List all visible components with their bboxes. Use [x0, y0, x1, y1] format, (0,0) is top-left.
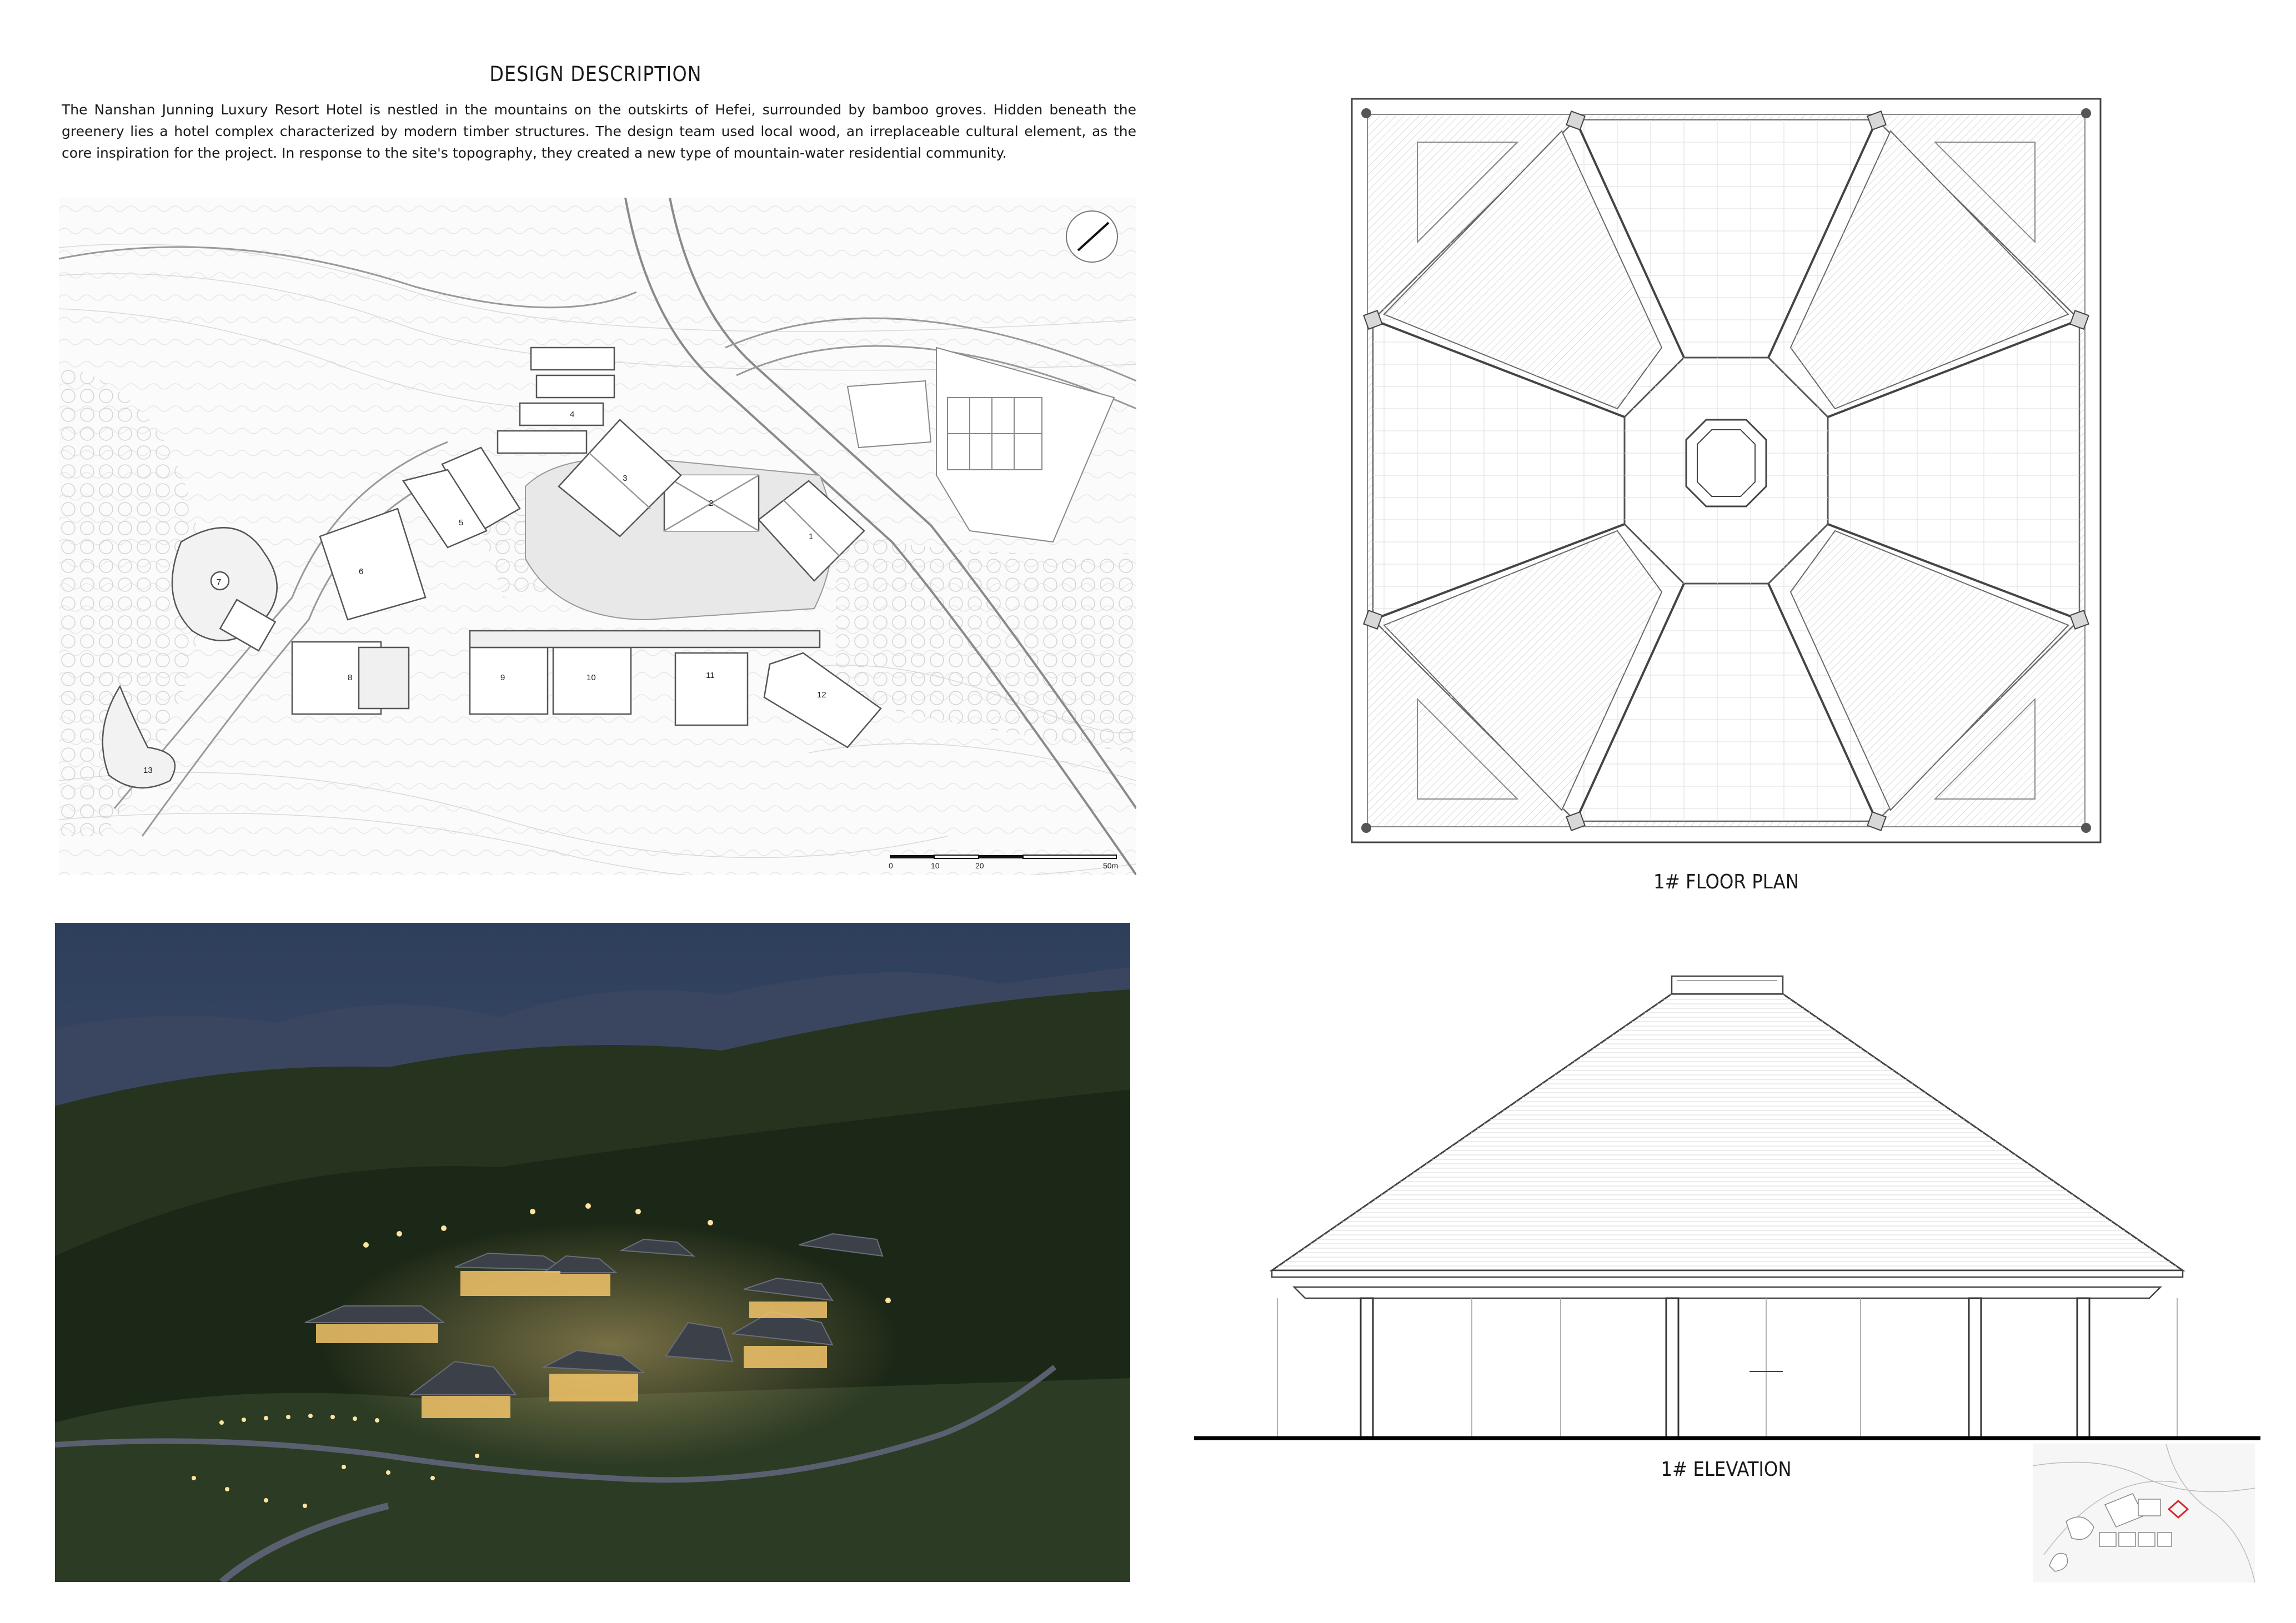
- building-label: 10: [586, 673, 596, 682]
- elevation-drawing: [1194, 966, 2260, 1444]
- building-label: 7: [217, 577, 222, 587]
- building-label: 8: [348, 673, 353, 682]
- elevation-caption: 1# ELEVATION: [1661, 1458, 1792, 1481]
- building-label: 11: [706, 671, 715, 680]
- scale-tick: 50m: [1103, 861, 1119, 870]
- description-text: The Nanshan Junning Luxury Resort Hotel is nestled in the mountains on the outskirts of Hefei, surrounded by bamboo groves. Hidden beneath the greenery lies a hotel complex characterized by modern timber structures. The design team used local wood, an irreplaceable cultural element, as the core inspiration for the project. In response to the site's topography, they created a new type of mountain-water residential community.: [62, 102, 1136, 161]
- floor-plan-caption: 1# FLOOR PLAN: [1653, 871, 1799, 893]
- building-label: 1: [809, 532, 814, 541]
- building-label: 4: [570, 410, 575, 419]
- page-title: DESIGN DESCRIPTION: [489, 62, 702, 86]
- floor-plan-drawing: [1351, 98, 2102, 843]
- aerial-night-photo: [55, 923, 1130, 1582]
- building-label: 2: [709, 499, 714, 508]
- site-plan: [59, 198, 1136, 875]
- scale-tick: 20: [975, 861, 984, 870]
- north-arrow-icon: [1066, 211, 1117, 262]
- building-label: 5: [459, 518, 464, 527]
- scale-tick: 0: [889, 861, 893, 870]
- building-label: 12: [817, 690, 826, 700]
- scale-tick: 10: [931, 861, 940, 870]
- building-label: 6: [359, 567, 364, 576]
- building-label: 13: [143, 766, 153, 775]
- building-label: 3: [623, 474, 628, 483]
- building-label: 9: [500, 673, 505, 682]
- key-map: [2033, 1444, 2255, 1582]
